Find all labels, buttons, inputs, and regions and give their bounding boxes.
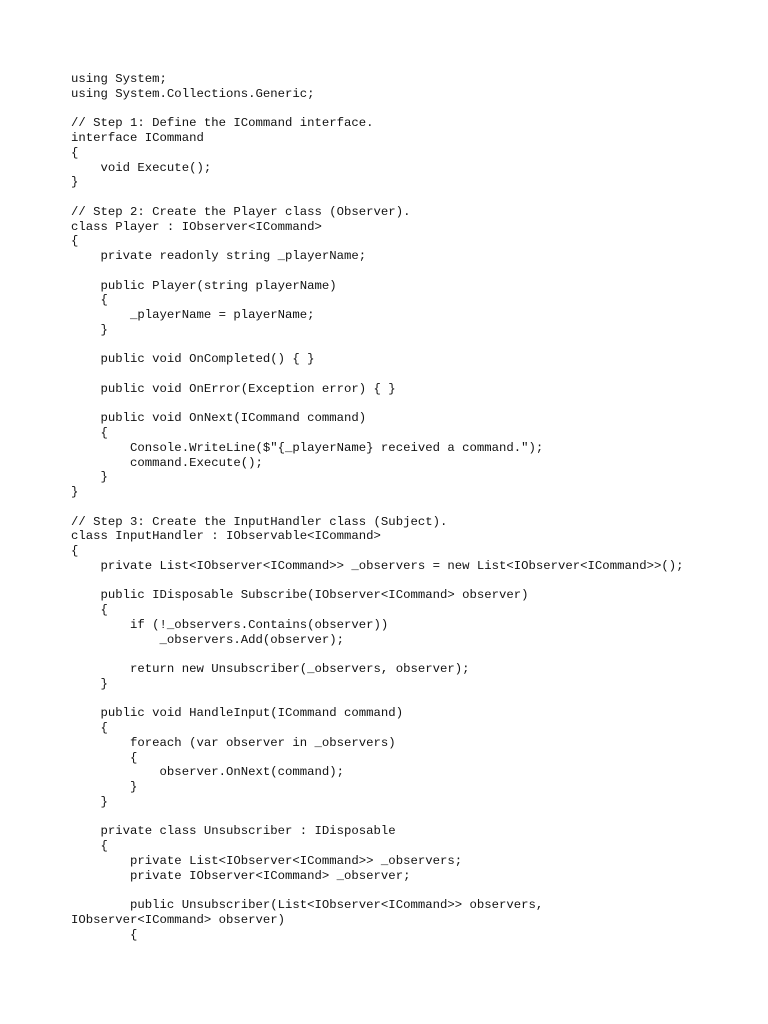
- code-line: using System.Collections.Generic;: [71, 86, 315, 101]
- code-line: [71, 338, 684, 353]
- code-line: }: [71, 470, 108, 485]
- code-line: {: [71, 927, 138, 942]
- code-line: }: [71, 322, 108, 337]
- code-line: return new Unsubscriber(_observers, observer);: [71, 662, 470, 676]
- code-line: IObserver<ICommand> observer): [71, 912, 286, 927]
- code-line: [71, 574, 684, 589]
- code-line: public Player(string playerName): [71, 278, 337, 293]
- code-line: private class Unsubscriber : IDisposable: [71, 824, 396, 839]
- code-line: [71, 190, 684, 205]
- code-line: [71, 883, 684, 898]
- code-line: [71, 367, 684, 382]
- code-line: // Step 3: Create the InputHandler class (Subject).: [71, 514, 448, 529]
- code-line: {: [71, 145, 79, 160]
- code-line: using System;: [71, 72, 167, 86]
- code-line: {: [71, 426, 108, 440]
- code-listing: [71, 72, 684, 942]
- code-line: [71, 397, 684, 412]
- code-line: public void OnNext(ICommand command): [71, 411, 367, 426]
- code-line: [71, 692, 684, 707]
- code-line: private IObserver<ICommand> _observer;: [71, 868, 411, 883]
- code-line: public IDisposable Subscribe(IObserver<ICommand> observer): [71, 588, 529, 603]
- code-line: {: [71, 293, 108, 308]
- code-line: }: [71, 676, 108, 691]
- code-line: public Unsubscriber(List<IObserver<ICommand>> observers,: [71, 898, 544, 912]
- code-line: {: [71, 603, 108, 617]
- code-line: _playerName = playerName;: [71, 308, 315, 322]
- code-line: observer.OnNext(command);: [71, 765, 345, 780]
- code-line: [71, 264, 684, 279]
- code-line: {: [71, 234, 79, 249]
- code-line: public void HandleInput(ICommand command): [71, 706, 404, 721]
- code-line: [71, 810, 684, 825]
- code-line: public void OnCompleted() { }: [71, 352, 315, 367]
- code-line: [71, 647, 684, 662]
- code-line: private readonly string _playerName;: [71, 249, 367, 263]
- code-line: [71, 102, 684, 117]
- code-line: }: [71, 175, 79, 190]
- code-line: }: [71, 780, 138, 794]
- code-line: {: [71, 839, 108, 853]
- code-line: // Step 2: Create the Player class (Observer).: [71, 204, 411, 219]
- code-line: private List<IObserver<ICommand>> _observers;: [71, 853, 463, 868]
- code-line: _observers.Add(observer);: [71, 632, 345, 647]
- code-line: {: [71, 721, 108, 735]
- code-line: {: [71, 750, 138, 765]
- code-line: if (!_observers.Contains(observer)): [71, 617, 389, 632]
- code-line: class Player : IObserver<ICommand>: [71, 219, 322, 234]
- code-line: {: [71, 544, 79, 558]
- code-line: // Step 1: Define the ICommand interface.: [71, 116, 374, 131]
- code-line: foreach (var observer in _observers): [71, 735, 396, 750]
- code-line: public void OnError(Exception error) { }: [71, 381, 396, 396]
- code-line: Console.WriteLine($"{_playerName} received a command.");: [71, 440, 544, 455]
- code-line: private List<IObserver<ICommand>> _observers = new List<IObserver<ICommand>>();: [71, 558, 684, 573]
- code-line: command.Execute();: [71, 455, 263, 470]
- code-line: }: [71, 794, 108, 809]
- code-line: class InputHandler : IObservable<ICommand>: [71, 529, 381, 544]
- code-line: void Execute();: [71, 160, 212, 175]
- code-line: }: [71, 485, 79, 499]
- code-line: interface ICommand: [71, 131, 204, 145]
- code-line: [71, 500, 684, 515]
